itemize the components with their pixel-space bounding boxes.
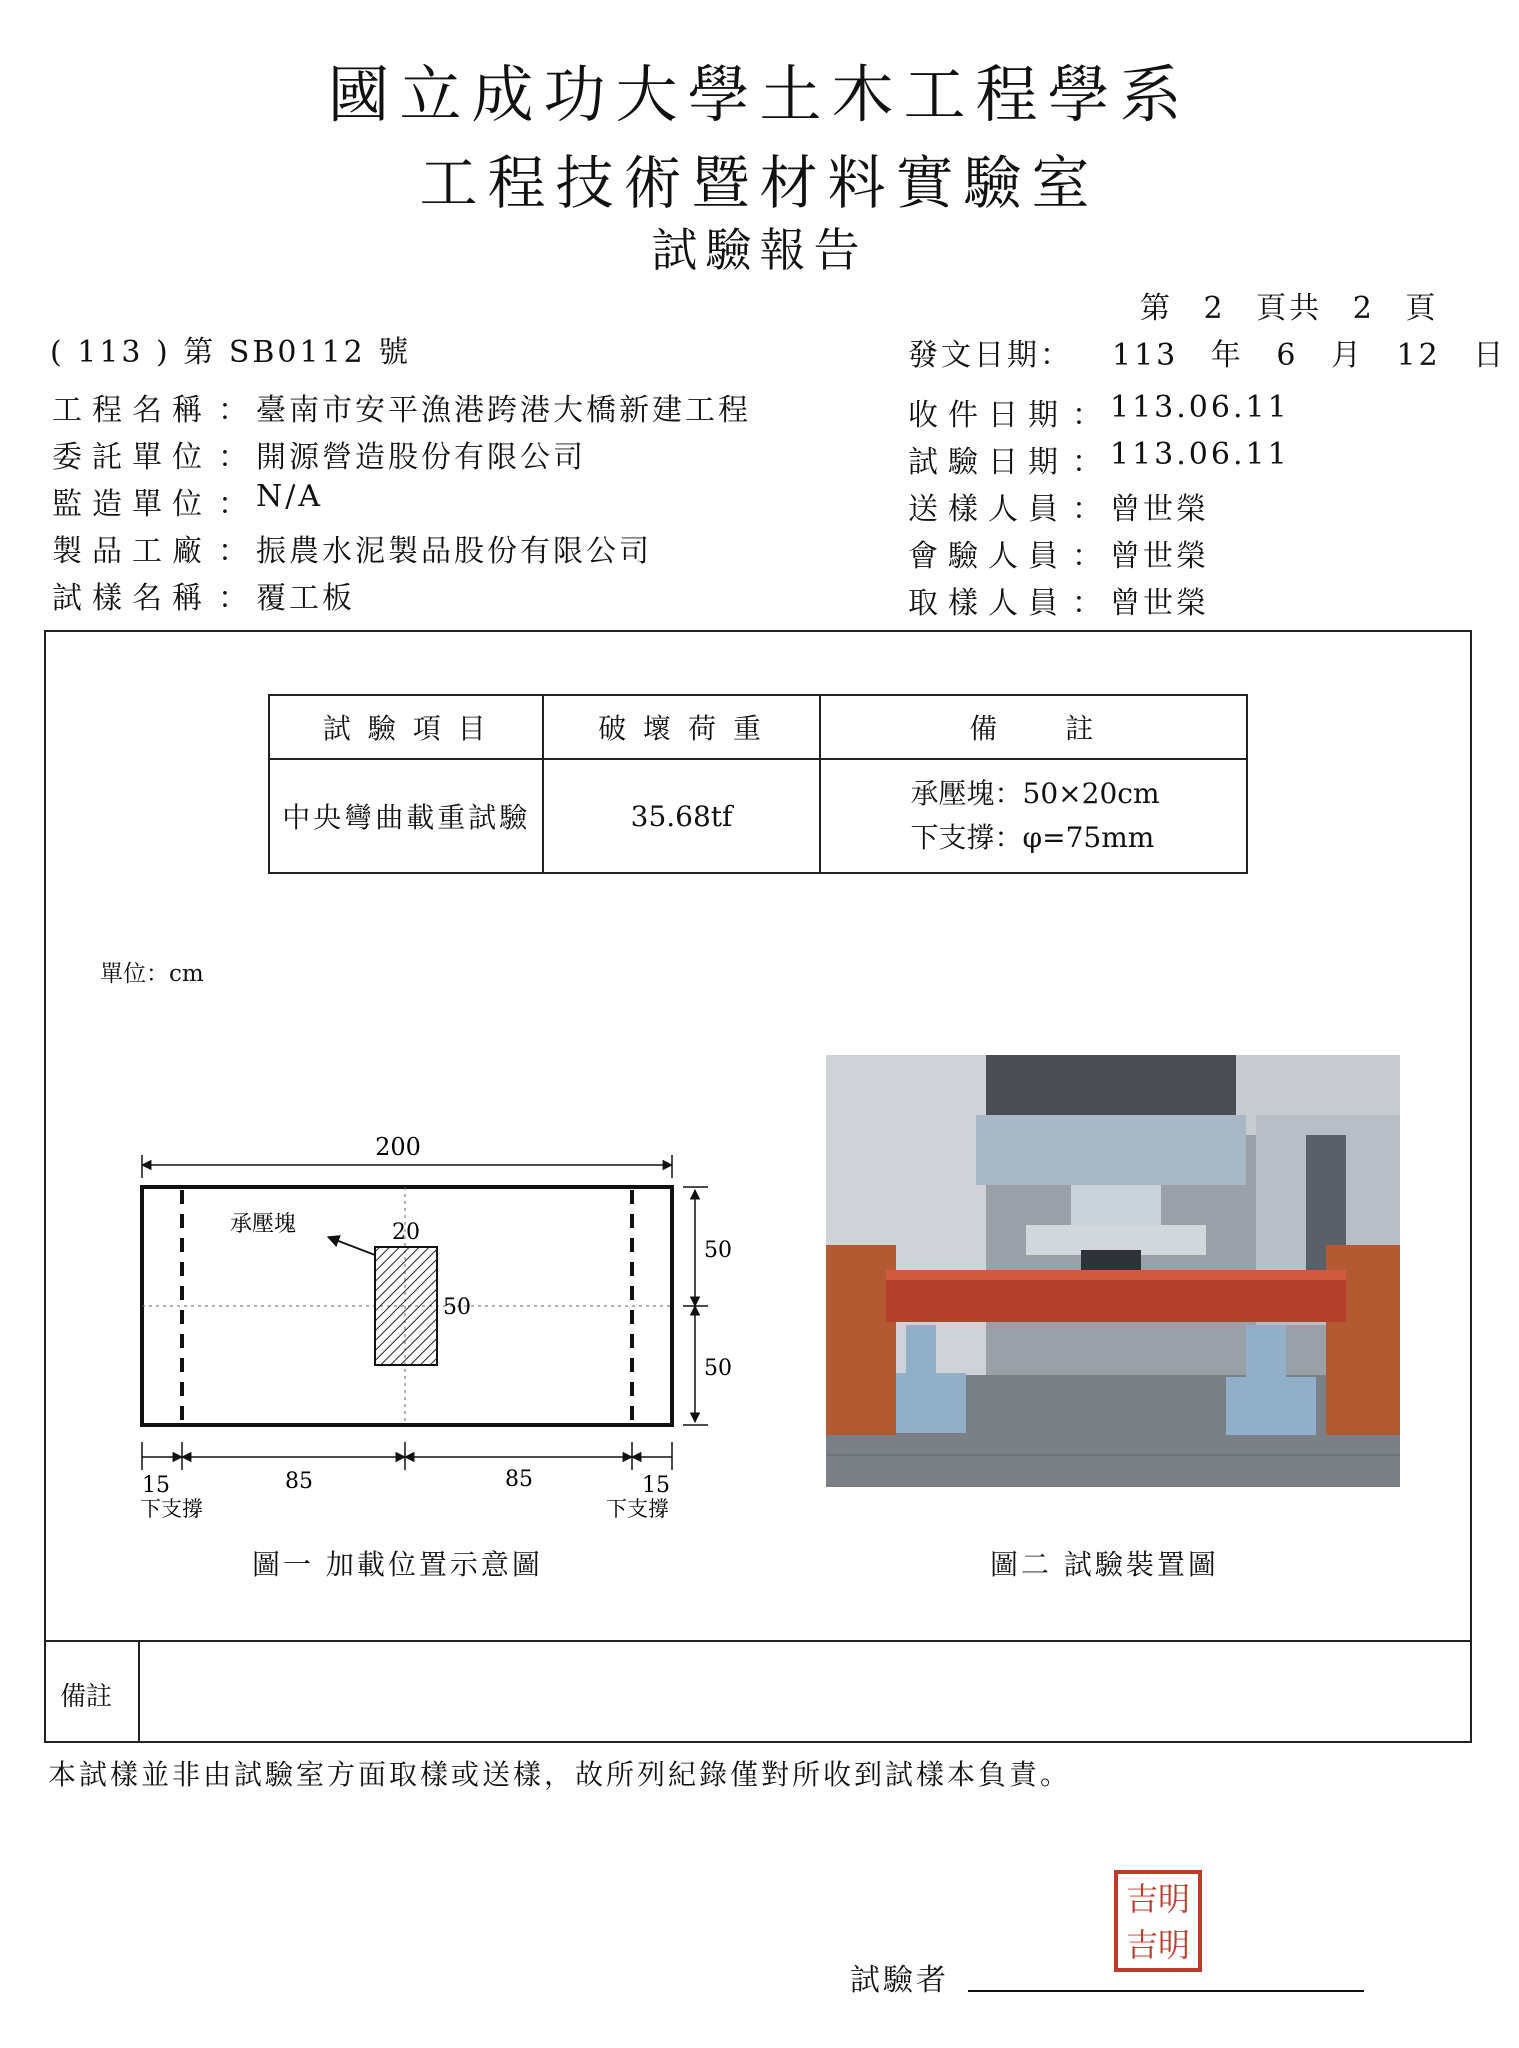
received-date-colon: ：	[1072, 398, 1102, 433]
failure-load-value: 35.68tf	[543, 759, 819, 873]
header-failure-load: 破 壞 荷 重	[543, 695, 819, 759]
upper-height-label: 50	[704, 1238, 732, 1263]
sampler-colon: ：	[1072, 586, 1102, 621]
sample-name-value: 覆工板	[256, 581, 355, 616]
remarks-cell	[820, 759, 1247, 873]
loading-diagram	[120, 1120, 732, 1540]
left-span-label: 85	[285, 1469, 313, 1494]
block-height-label: 50	[443, 1295, 471, 1320]
header-test-item: 試 驗 項 目	[269, 695, 543, 759]
sender-value: 曾世榮	[1110, 492, 1209, 527]
supervisor-colon: ：	[218, 487, 248, 522]
right-span-label: 85	[505, 1467, 533, 1492]
bearing-block	[375, 1247, 437, 1365]
witness-value: 曾世榮	[1110, 539, 1209, 574]
report-type-title: 試驗報告	[651, 223, 868, 277]
test-date-label: 試驗日期	[908, 445, 1068, 480]
factory-label: 製品工廠	[52, 534, 212, 569]
test-date-value: 113.06.11	[1110, 437, 1290, 472]
header-remarks: 備 註	[820, 695, 1247, 759]
unit-label: 單位：cm	[100, 961, 204, 987]
length-dimension-label: 200	[375, 1133, 421, 1161]
right-end-label: 15	[642, 1473, 670, 1498]
university-title: 國立成功大學土木工程學系	[327, 58, 1192, 131]
sender-label: 送樣人員	[908, 492, 1068, 527]
figure-2-caption: 圖二 試驗裝置圖	[990, 1548, 1219, 1581]
disclaimer-text: 本試樣並非由試驗室方面取樣或送樣，故所列紀錄僅對所收到試樣本負責。	[48, 1758, 1072, 1791]
project-name-value: 臺南市安平漁港跨港大橋新建工程	[256, 393, 751, 428]
results-table	[268, 694, 1248, 874]
results-header-row	[269, 695, 1247, 759]
factory-value: 振農水泥製品股份有限公司	[256, 534, 652, 569]
test-setup-illustration	[826, 1055, 1400, 1487]
test-setup-photo	[826, 1055, 1400, 1487]
figure-1-caption: 圖一 加載位置示意圖	[252, 1548, 543, 1581]
page-number: 第 2 頁共 2 頁	[1140, 291, 1439, 326]
remarks-column-divider	[138, 1640, 140, 1743]
received-date-label: 收件日期	[908, 398, 1068, 433]
block-width-label: 20	[392, 1220, 420, 1245]
sender-colon: ：	[1072, 492, 1102, 527]
test-date-colon: ：	[1072, 445, 1102, 480]
sampler-label: 取樣人員	[908, 586, 1068, 621]
issue-date-value: 113 年 6 月 12 日	[1112, 338, 1507, 373]
supervisor-label: 監造單位	[52, 487, 212, 522]
remarks-label: 備註	[60, 1682, 113, 1712]
received-date-value: 113.06.11	[1110, 390, 1290, 425]
tester-label: 試驗者	[850, 1963, 949, 1998]
witness-label: 會驗人員	[908, 539, 1068, 574]
supervisor-value: N/A	[256, 479, 324, 514]
issue-date-label: 發文日期：	[908, 338, 1073, 373]
project-name-colon: ：	[218, 393, 248, 428]
project-name-label: 工程名稱	[52, 393, 212, 428]
block-callout-arrow	[328, 1237, 375, 1255]
block-callout-label: 承壓塊	[230, 1212, 297, 1237]
official-seal: 吉明吉明	[1114, 1870, 1202, 1972]
lower-height-label: 50	[704, 1356, 732, 1381]
tester-signature-line	[968, 1990, 1364, 1992]
client-value: 開源營造股份有限公司	[256, 440, 586, 475]
client-colon: ：	[218, 440, 248, 475]
witness-colon: ：	[1072, 539, 1102, 574]
sampler-value: 曾世榮	[1110, 586, 1209, 621]
sample-name-label: 試樣名稱	[52, 581, 212, 616]
sample-name-colon: ：	[218, 581, 248, 616]
support-note: 下支撐：φ=75mm	[910, 821, 1155, 854]
bearing-block-note: 承壓塊：50×20cm	[910, 777, 1160, 810]
lab-title: 工程技術暨材料實驗室	[419, 149, 1100, 217]
results-data-row	[269, 759, 1247, 873]
factory-colon: ：	[218, 534, 248, 569]
left-end-label: 15	[142, 1473, 170, 1498]
left-support-label: 下支撐	[140, 1497, 203, 1521]
report-number: ( 113 ) 第 SB0112 號	[50, 335, 412, 370]
right-support-label: 下支撐	[606, 1497, 669, 1521]
remarks-divider	[44, 1640, 1472, 1642]
client-label: 委託單位	[52, 440, 212, 475]
test-item-value: 中央彎曲載重試驗	[269, 759, 543, 873]
